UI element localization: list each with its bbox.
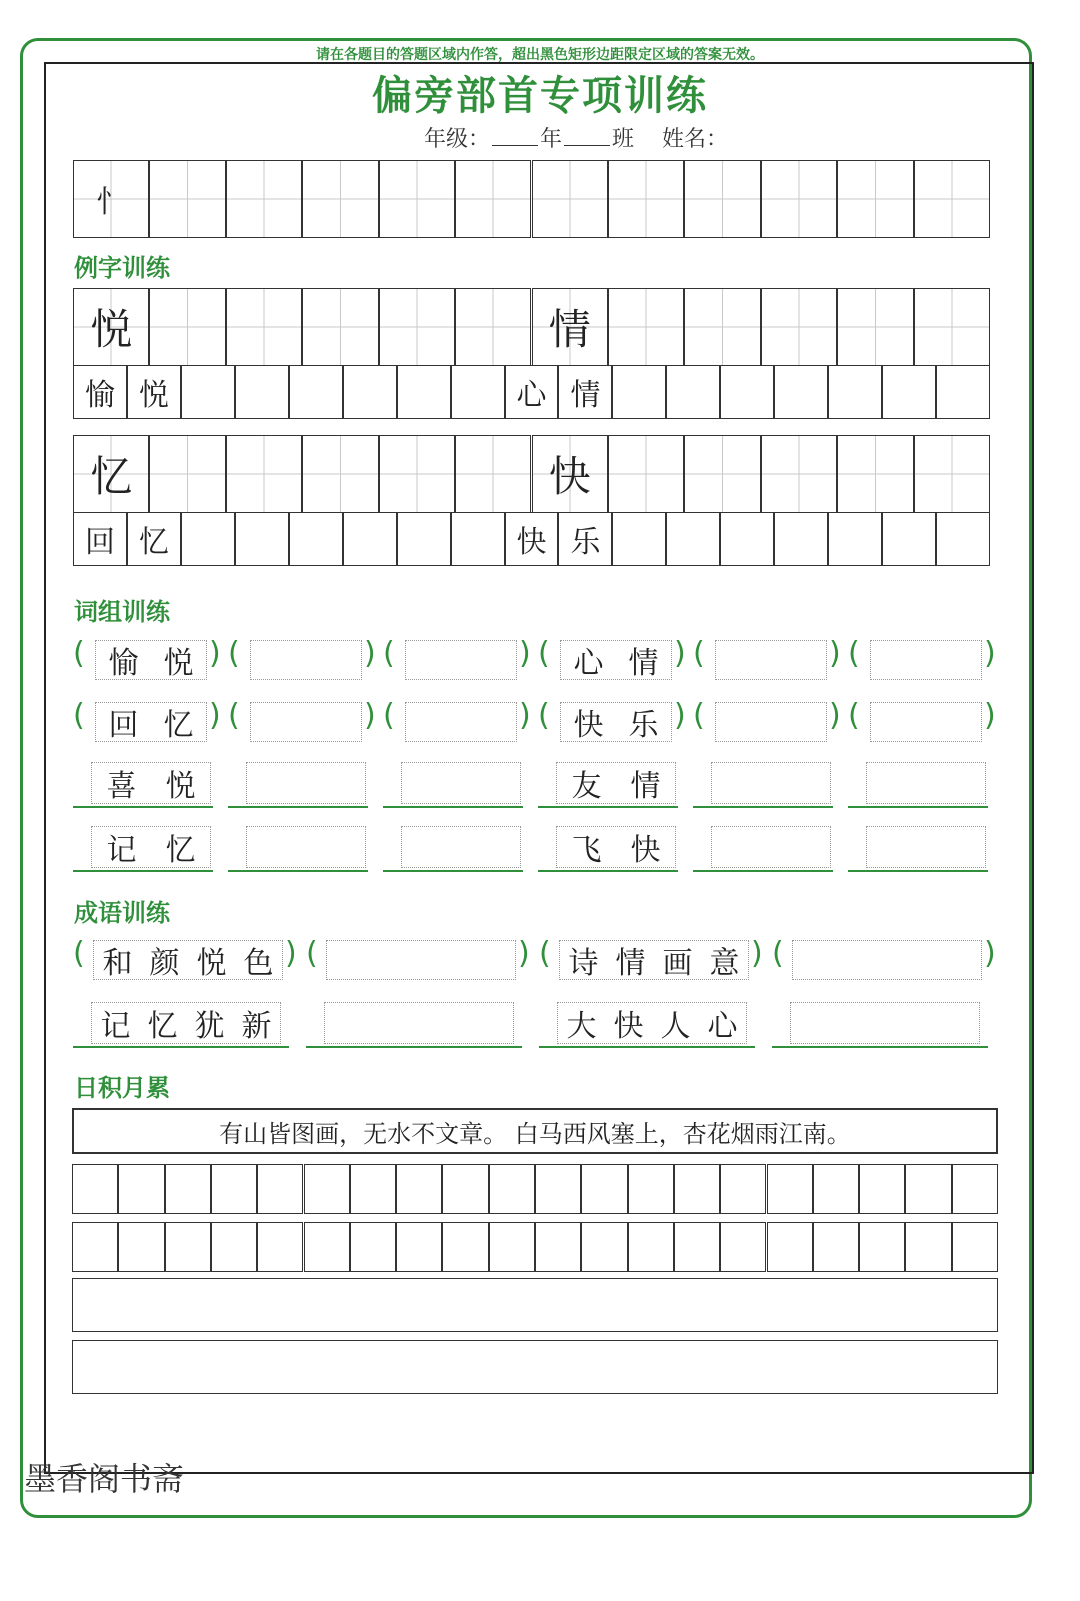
- paren-left: (: [693, 636, 705, 671]
- writing-square[interactable]: [442, 1164, 488, 1214]
- paren-right: ): [984, 698, 996, 733]
- paren-left: (: [228, 698, 240, 733]
- paren-right: ): [519, 636, 531, 671]
- writing-square[interactable]: [720, 1164, 766, 1214]
- practice-cell[interactable]: [828, 365, 882, 419]
- writing-square[interactable]: [952, 1222, 998, 1272]
- paren-right: ): [518, 936, 530, 971]
- practice-cell[interactable]: [761, 288, 837, 366]
- example-char-cell: 忆: [73, 435, 149, 513]
- notice-text: 请在各题目的答题区域内作答，超出黑色矩形边距限定区域的答案无效。: [316, 47, 764, 63]
- practice-cell[interactable]: [684, 160, 760, 238]
- writing-line-box[interactable]: [72, 1278, 998, 1332]
- writing-square[interactable]: [859, 1222, 905, 1272]
- grade-label: 年级：: [424, 127, 491, 152]
- paren-right: ): [209, 698, 221, 733]
- practice-cell[interactable]: [882, 365, 936, 419]
- practice-cell[interactable]: [455, 288, 531, 366]
- word-blank[interactable]: [246, 762, 366, 804]
- paren-left: (: [538, 636, 550, 671]
- answer-underline: [228, 870, 368, 872]
- answer-underline: [306, 1046, 522, 1048]
- paren-left: (: [772, 936, 784, 971]
- word-blank[interactable]: [866, 762, 986, 804]
- practice-cell[interactable]: [455, 435, 531, 513]
- paren-right: ): [984, 936, 996, 971]
- practice-cell[interactable]: [397, 512, 451, 566]
- practice-cell[interactable]: [226, 435, 302, 513]
- word-blank[interactable]: [401, 762, 521, 804]
- practice-cell[interactable]: [608, 160, 684, 238]
- practice-cell[interactable]: [612, 365, 666, 419]
- answer-underline: [848, 870, 988, 872]
- paren-right: ): [829, 636, 841, 671]
- paren-left: (: [538, 698, 550, 733]
- practice-cell[interactable]: [684, 288, 760, 366]
- radical-cell: 忄: [73, 160, 149, 238]
- idiom-example: 诗 情 画 意: [559, 940, 749, 980]
- word-blank[interactable]: [715, 702, 827, 742]
- word-example: 喜 悦: [91, 762, 211, 804]
- practice-cell[interactable]: [149, 160, 225, 238]
- class-suffix: 班: [612, 127, 635, 152]
- word-example: 回 忆: [95, 702, 207, 742]
- practice-cell[interactable]: [181, 512, 235, 566]
- practice-cell[interactable]: [226, 160, 302, 238]
- paren-right: ): [364, 698, 376, 733]
- writing-square[interactable]: [165, 1222, 211, 1272]
- section-word-group-title: 词组训练: [74, 597, 170, 626]
- writing-square[interactable]: [674, 1164, 720, 1214]
- practice-cell[interactable]: [774, 512, 828, 566]
- idiom-example: 和 颜 悦 色: [93, 940, 283, 980]
- practice-cell[interactable]: [302, 288, 378, 366]
- practice-cell[interactable]: [343, 512, 397, 566]
- writing-square[interactable]: [535, 1164, 581, 1214]
- practice-cell[interactable]: [451, 365, 505, 419]
- practice-cell[interactable]: [666, 512, 720, 566]
- writing-square[interactable]: [396, 1222, 442, 1272]
- practice-cell[interactable]: [379, 435, 455, 513]
- practice-cell[interactable]: [837, 435, 913, 513]
- practice-cell[interactable]: [666, 365, 720, 419]
- writing-square[interactable]: [905, 1222, 951, 1272]
- paren-right: ): [829, 698, 841, 733]
- writing-square[interactable]: [396, 1164, 442, 1214]
- word-blank[interactable]: [711, 762, 831, 804]
- practice-cell[interactable]: [149, 288, 225, 366]
- writing-square[interactable]: [118, 1164, 164, 1214]
- example-word-cell: 情: [558, 365, 612, 419]
- example-char-cell: 快: [532, 435, 608, 513]
- example-word-cell: 回: [73, 512, 127, 566]
- paren-left: (: [73, 698, 85, 733]
- paren-right: ): [364, 636, 376, 671]
- example-word-cell: 乐: [558, 512, 612, 566]
- writing-square[interactable]: [304, 1222, 350, 1272]
- practice-cell[interactable]: [612, 512, 666, 566]
- word-blank[interactable]: [250, 702, 362, 742]
- writing-square[interactable]: [767, 1164, 813, 1214]
- writing-square[interactable]: [118, 1222, 164, 1272]
- writing-square[interactable]: [304, 1164, 350, 1214]
- writing-square[interactable]: [257, 1222, 303, 1272]
- writing-square[interactable]: [767, 1222, 813, 1272]
- paren-left: (: [848, 636, 860, 671]
- practice-cell[interactable]: [608, 435, 684, 513]
- writing-square[interactable]: [72, 1164, 118, 1214]
- practice-cell[interactable]: [451, 512, 505, 566]
- writing-square[interactable]: [674, 1222, 720, 1272]
- writing-square[interactable]: [859, 1164, 905, 1214]
- answer-underline: [539, 1046, 755, 1048]
- writing-square[interactable]: [257, 1164, 303, 1214]
- answer-underline: [73, 1046, 289, 1048]
- paren-left: (: [306, 936, 318, 971]
- word-blank[interactable]: [246, 826, 366, 868]
- writing-square[interactable]: [813, 1164, 859, 1214]
- paren-left: (: [848, 698, 860, 733]
- word-blank[interactable]: [715, 640, 827, 680]
- section-idiom-title: 成语训练: [74, 898, 170, 927]
- practice-cell[interactable]: [302, 160, 378, 238]
- practice-cell[interactable]: [397, 365, 451, 419]
- practice-cell[interactable]: [379, 160, 455, 238]
- answer-underline: [693, 806, 833, 808]
- watermark: 墨香阁书斋: [24, 1460, 185, 1498]
- practice-cell[interactable]: [289, 365, 343, 419]
- writing-square[interactable]: [952, 1164, 998, 1214]
- name-label: 姓名：: [662, 127, 729, 152]
- writing-square[interactable]: [72, 1222, 118, 1272]
- practice-cell[interactable]: [455, 160, 531, 238]
- year-blank[interactable]: [492, 145, 538, 146]
- paren-right: ): [209, 636, 221, 671]
- word-example: 心 情: [560, 640, 672, 680]
- class-blank[interactable]: [564, 145, 610, 146]
- practice-cell[interactable]: [914, 435, 990, 513]
- paren-left: (: [693, 698, 705, 733]
- idiom-example: 大 快 人 心: [557, 1002, 747, 1044]
- practice-cell[interactable]: [882, 512, 936, 566]
- practice-cell[interactable]: [774, 365, 828, 419]
- practice-cell[interactable]: [684, 435, 760, 513]
- example-word-cell: 忆: [127, 512, 181, 566]
- idiom-blank[interactable]: [790, 1002, 980, 1044]
- writing-square[interactable]: [489, 1164, 535, 1214]
- writing-square[interactable]: [489, 1222, 535, 1272]
- writing-line-box[interactable]: [72, 1340, 998, 1394]
- practice-cell[interactable]: [720, 365, 774, 419]
- paren-right: ): [285, 936, 297, 971]
- idiom-blank[interactable]: [326, 940, 516, 980]
- practice-cell[interactable]: [379, 288, 455, 366]
- year-suffix: 年: [540, 127, 563, 152]
- word-blank[interactable]: [870, 640, 982, 680]
- practice-cell[interactable]: [181, 365, 235, 419]
- word-example: 记 忆: [91, 826, 211, 868]
- practice-cell[interactable]: [532, 160, 608, 238]
- paren-right: ): [519, 698, 531, 733]
- practice-cell[interactable]: [302, 435, 378, 513]
- writing-square[interactable]: [211, 1164, 257, 1214]
- paren-left: (: [73, 936, 85, 971]
- example-char-cell: 悦: [73, 288, 149, 366]
- answer-underline: [228, 806, 368, 808]
- section-example-title: 例字训练: [74, 253, 170, 282]
- poem-box: 有山皆图画，无水不文章。 白马西风塞上，杏花烟雨江南。: [72, 1108, 998, 1154]
- word-blank[interactable]: [405, 702, 517, 742]
- answer-underline: [383, 806, 523, 808]
- answer-underline: [383, 870, 523, 872]
- word-example: 快 乐: [560, 702, 672, 742]
- word-example: 飞 快: [556, 826, 676, 868]
- word-blank[interactable]: [401, 826, 521, 868]
- answer-underline: [73, 806, 213, 808]
- practice-cell[interactable]: [226, 288, 302, 366]
- word-blank[interactable]: [711, 826, 831, 868]
- writing-square[interactable]: [581, 1164, 627, 1214]
- answer-underline: [693, 870, 833, 872]
- practice-cell[interactable]: [837, 160, 913, 238]
- paren-left: (: [73, 636, 85, 671]
- example-word-cell: 快: [505, 512, 559, 566]
- word-example: 愉 悦: [95, 640, 207, 680]
- writing-square[interactable]: [211, 1222, 257, 1272]
- word-blank[interactable]: [870, 702, 982, 742]
- practice-cell[interactable]: [761, 160, 837, 238]
- answer-underline: [538, 870, 678, 872]
- writing-square[interactable]: [350, 1164, 396, 1214]
- writing-square[interactable]: [628, 1222, 674, 1272]
- paren-left: (: [228, 636, 240, 671]
- practice-cell[interactable]: [828, 512, 882, 566]
- writing-square[interactable]: [581, 1222, 627, 1272]
- practice-cell[interactable]: [914, 288, 990, 366]
- paren-left: (: [383, 698, 395, 733]
- answer-underline: [73, 870, 213, 872]
- writing-square[interactable]: [535, 1222, 581, 1272]
- writing-square[interactable]: [720, 1222, 766, 1272]
- paren-left: (: [539, 936, 551, 971]
- paren-right: ): [751, 936, 763, 971]
- writing-square[interactable]: [628, 1164, 674, 1214]
- paren-left: (: [383, 636, 395, 671]
- word-example: 友 情: [556, 762, 676, 804]
- word-blank[interactable]: [405, 640, 517, 680]
- answer-underline: [772, 1046, 988, 1048]
- paren-right: ): [674, 698, 686, 733]
- writing-square[interactable]: [905, 1164, 951, 1214]
- example-word-cell: 悦: [127, 365, 181, 419]
- page-title: 偏旁部首专项训练: [372, 72, 708, 119]
- section-daily-title: 日积月累: [74, 1073, 170, 1102]
- word-blank[interactable]: [866, 826, 986, 868]
- practice-cell[interactable]: [936, 512, 990, 566]
- answer-underline: [848, 806, 988, 808]
- practice-cell[interactable]: [761, 435, 837, 513]
- idiom-blank[interactable]: [324, 1002, 514, 1044]
- practice-cell[interactable]: [149, 435, 225, 513]
- writing-square[interactable]: [350, 1222, 396, 1272]
- practice-cell[interactable]: [343, 365, 397, 419]
- practice-cell[interactable]: [235, 365, 289, 419]
- paren-right: ): [984, 636, 996, 671]
- idiom-blank[interactable]: [792, 940, 982, 980]
- practice-cell[interactable]: [235, 512, 289, 566]
- practice-cell[interactable]: [720, 512, 774, 566]
- example-word-cell: 心: [505, 365, 559, 419]
- example-word-cell: 愉: [73, 365, 127, 419]
- practice-cell[interactable]: [608, 288, 684, 366]
- practice-cell[interactable]: [914, 160, 990, 238]
- writing-square[interactable]: [442, 1222, 488, 1272]
- writing-square[interactable]: [813, 1222, 859, 1272]
- example-char-cell: 情: [532, 288, 608, 366]
- writing-square[interactable]: [165, 1164, 211, 1214]
- practice-cell[interactable]: [936, 365, 990, 419]
- practice-cell[interactable]: [289, 512, 343, 566]
- paren-right: ): [674, 636, 686, 671]
- idiom-example: 记 忆 犹 新: [91, 1002, 281, 1044]
- practice-cell[interactable]: [837, 288, 913, 366]
- answer-underline: [538, 806, 678, 808]
- grade-name-line: [424, 122, 728, 153]
- word-blank[interactable]: [250, 640, 362, 680]
